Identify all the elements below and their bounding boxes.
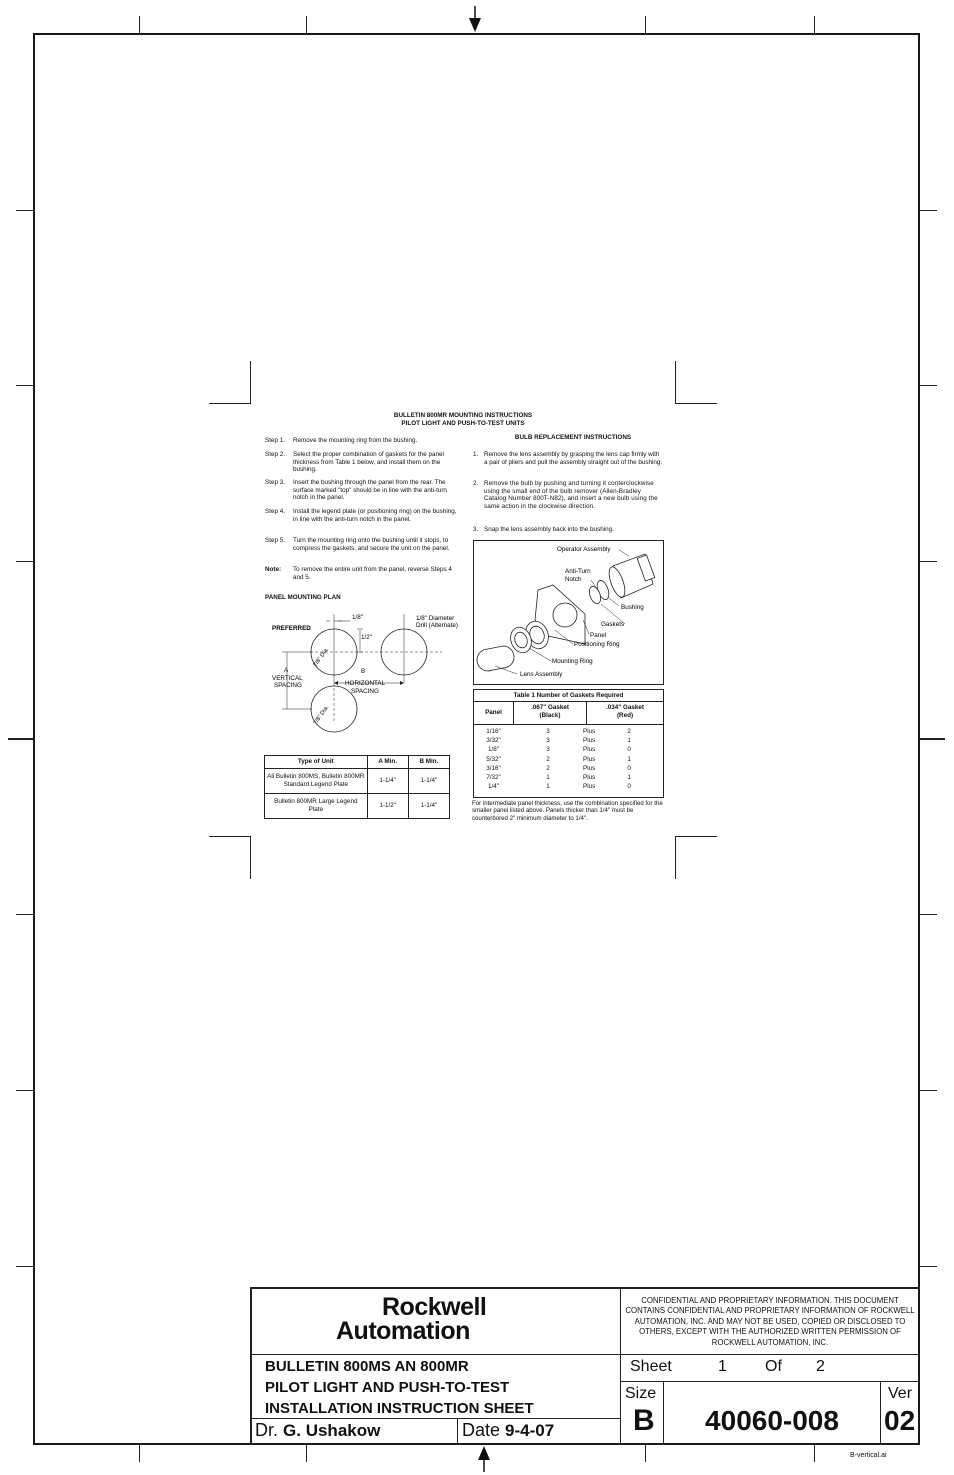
dim-half: 1/2" — [361, 634, 372, 641]
table-header: .034" Gasket — [606, 704, 644, 711]
bulb-step-2: 2. Remove the bulb by pushing and turning it conterclockwise using the small end of the bulb remover (Allen-Bradley Catalog Number 800T-N82), and insert a new bulb using the same action in the clockwise direction. — [473, 480, 658, 510]
instruction-title: BULLETIN 800MR MOUNTING INSTRUCTIONS PILOT LIGHT AND PUSH-TO-TEST UNITS — [393, 412, 533, 427]
label-bushing: Bushing — [621, 604, 644, 611]
dim-eighth: 1/8" — [352, 614, 363, 621]
drill-label-1: 1/8" Diameter — [416, 615, 455, 622]
table-row: 1/4" 1 Plus 0 — [488, 783, 631, 791]
horiz-label-2: SPACING — [351, 688, 379, 695]
table-row: 5/32" 2 Plus 1 — [486, 755, 631, 763]
table-row: All Bulletin 800MS, Bulletin 800MR Standard Legend Plate 1-1/4" 1-1/4" — [265, 769, 450, 794]
step-2: Step 2. Select the proper combination of gaskets for the panel thickness from Table 1 below, and install them on the bushing. — [265, 451, 444, 474]
table-header: .067" Gasket — [531, 704, 569, 711]
step-1: Step 1. Remove the mounting ring from the bushing. — [265, 437, 418, 444]
gasket-note: For intermediate panel thickness, use the combination specified for the smaller panel listed above. Panels thicker than 1/4" must be counterbored 2" minimum diameter to 1/4". — [472, 800, 663, 822]
dim-b: B — [361, 668, 366, 675]
ver-value: 02 — [884, 1405, 916, 1436]
ver-label: Ver — [888, 1385, 913, 1402]
dia-label-2: 7/8" Dia. — [312, 704, 331, 727]
table-header: (Black) — [539, 712, 561, 719]
company-logo: Rockwell Automation — [336, 1293, 487, 1345]
table-row: 3/32" 3 Plus 1 — [486, 737, 631, 745]
horiz-label-1: HORIZONTAL — [345, 680, 386, 687]
size-value: B — [633, 1404, 655, 1437]
drill-label-2: Drill (Alternate) — [416, 622, 458, 629]
table-row: Bulletin 800MR Large Legend Plate 1-1/2" 1-1/4" — [265, 794, 450, 819]
label-gaskets: Gaskets — [601, 621, 625, 628]
center-arrow-top — [468, 6, 482, 32]
table-row: 1/16" 3 Plus 2 — [486, 728, 631, 735]
step-4: Step 4. Install the legend plate (or positioning ring) on the bushing, in line with the anti-turn notch in the panel. — [265, 508, 457, 523]
gasket-table-title: Table 1 Number of Gaskets Required — [513, 692, 624, 699]
table-row: 7/32" 1 Plus 1 — [486, 774, 631, 782]
label-panel: Panel — [590, 632, 607, 639]
bulb-title: BULB REPLACEMENT INSTRUCTIONS — [514, 434, 632, 441]
of-label: Of — [765, 1358, 782, 1375]
table-header: Panel — [485, 709, 502, 716]
bulb-step-1: 1. Remove the lens assembly by grasping the lens cap firmly with a pair of pliers and pull the assembly straight out of the bushing. — [473, 451, 663, 466]
table-row: 1/8" 3 Plus 0 — [488, 746, 631, 754]
label-positioning-ring: Positioning Ring — [574, 641, 620, 648]
label-anti-turn-2: Notch — [565, 576, 582, 583]
dim-a: A — [284, 667, 289, 674]
gasket-rows — [474, 727, 663, 791]
vert-label-2: SPACING — [274, 682, 302, 689]
sheet-number: 1 — [718, 1358, 727, 1375]
center-arrow-bottom — [477, 1446, 491, 1472]
confidential-notice: CONFIDENTIAL AND PROPRIETARY INFORMATION. THIS DOCUMENT CONTAINS CONFIDENTIAL AND PROPRIETARY INFORMATION OF ROCKWELL AUTOMATION, INC. AND MAY NOT BE USED, COPIED OR DISCLOSED TO OTHERS, EXCEPT WITH THE AUTHORIZED WRITTEN PERMISSION OF ROCKWELL AUTOMATION, INC. — [625, 1296, 915, 1347]
document-number: 40060-008 — [705, 1405, 839, 1436]
bulb-step-3: 3. Snap the lens assembly back into the bushing. — [473, 526, 614, 533]
table-header: A Min. — [367, 756, 408, 769]
label-operator-assembly: Operator Assembly — [557, 546, 611, 553]
file-name: B-vertical.ai — [850, 1452, 887, 1459]
label-anti-turn-1: Anti-Turn — [565, 568, 591, 575]
sheet-total: 2 — [816, 1358, 825, 1375]
sheet-title: BULLETIN 800MS AN 800MR PILOT LIGHT AND PUSH-TO-TEST INSTALLATION INSTRUCTION SHEET — [265, 1358, 534, 1417]
size-label: Size — [625, 1385, 657, 1402]
sheet-label: Sheet — [630, 1358, 672, 1375]
step-3: Step 3. Insert the bushing through the panel from the rear. The surface marked "top" should be in line with the anti-turn notch in the panel. — [265, 479, 447, 502]
label-mounting-ring: Mounting Ring — [552, 658, 593, 665]
panel-mounting-plan — [262, 603, 462, 738]
table-header: (Red) — [616, 712, 634, 719]
table-header: B Min. — [408, 756, 449, 769]
gasket-table — [473, 689, 664, 798]
drawn-by: Dr. G. Ushakow — [255, 1420, 381, 1440]
preferred-label: PREFERRED — [272, 625, 311, 632]
unit-spacing-table — [264, 755, 450, 819]
assembly-diagram — [473, 540, 664, 685]
label-lens-assembly: Lens Assembly — [520, 671, 563, 678]
dia-label-1: 7/8" Dia. — [312, 646, 331, 669]
step-5: Step 5. Turn the mounting ring onto the bushing until it stops, to compress the gaskets, and secure the unit on the panel. — [265, 537, 450, 552]
note: Note: To remove the entire unit from the panel, reverse Steps 4 and 5. — [265, 566, 452, 581]
table-row: 3/16" 2 Plus 0 — [486, 764, 631, 772]
vert-label-1: VERTICAL — [272, 675, 303, 682]
date: Date 9-4-07 — [462, 1420, 555, 1440]
panel-plan-title: PANEL MOUNTING PLAN — [265, 594, 341, 601]
table-header: Type of Unit — [265, 756, 368, 769]
